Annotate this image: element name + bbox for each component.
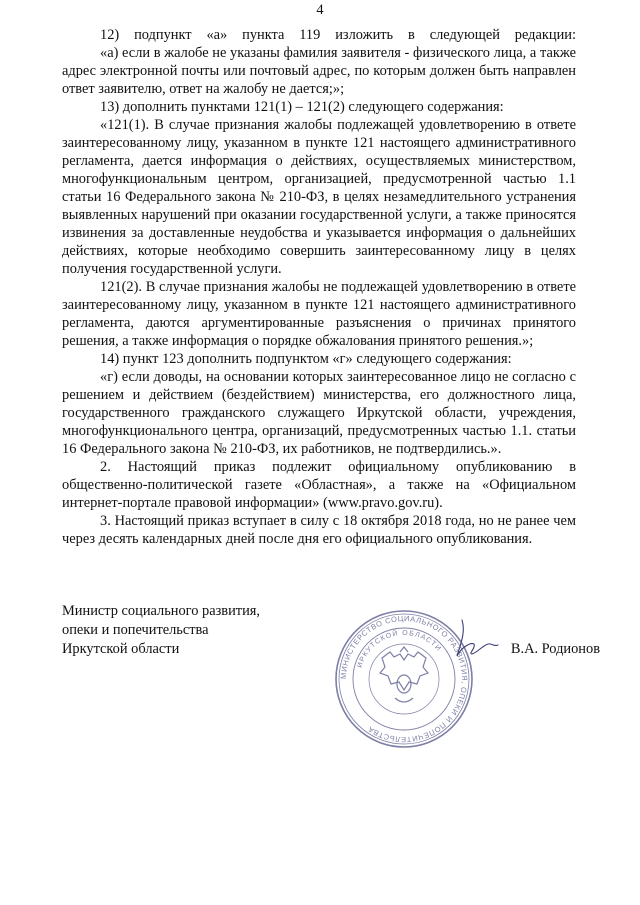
paragraph-12: 12) подпункт «а» пункта 119 изложить в следующей редакции: bbox=[100, 27, 576, 43]
page-number: 4 bbox=[316, 2, 324, 18]
seal-outer-text: МИНИСТЕРСТВО СОЦИАЛЬНОГО РАЗВИТИЯ, ОПЕКИ И ПОПЕЧИТЕЛЬСТВА bbox=[338, 613, 470, 745]
signatory-name: В.А. Родионов bbox=[510, 641, 600, 657]
document-body bbox=[62, 26, 576, 548]
paragraph-3-effective-date: 3. Настоящий приказ вступает в силу с 18 октября 2018 года, но не ранее чем через десять календарных дней после дня его официального опубликования. bbox=[62, 513, 576, 547]
paragraph-14: 14) пункт 123 дополнить подпунктом «г» следующего содержания: bbox=[100, 351, 512, 367]
handwritten-signature bbox=[448, 618, 506, 660]
signatory-title-line: Иркутской области bbox=[62, 641, 180, 657]
paragraph-14-text: «г) если доводы, на основании которых заинтересованное лицо не согласно с решением и действием (бездействием) министерства, его должностного лица, государственного гражданского служащего Иркутской области, учреждения, многофункционального центра, организаций, предусмотренных частью 1.1. статьи 16 Федерального закона № 210-ФЗ, их работников, не подтвердились.». bbox=[62, 369, 576, 457]
seal-inner-text: ИРКУТСКОЙ ОБЛАСТИ bbox=[356, 629, 443, 669]
paragraph-121-1: «121(1). В случае признания жалобы подлежащей удовлетворению в ответе заинтересованному лицу, указанном в пункте 121 настоящего административного регламента, дается информация о действиях, осуществляемых министерством, многофункциональным центром, организацией, предусмотренной частью 1.1 статьи 16 Федерального закона № 210-ФЗ, в целях незамедлительного устранения выявленных нарушений при оказании государственной услуги, а также приносятся извинения за доставленные неудобства и указывается информация о дальнейших действиях, которые необходимо совершить заинтересованному лицу в целях получения государственной услуги. bbox=[62, 117, 576, 277]
paragraph-2-publication: 2. Настоящий приказ подлежит официальному опубликованию в общественно-политической газете «Областная», а также на «Официальном интернет-портале правовой информации» (www.pravo.gov.ru). bbox=[62, 459, 576, 511]
paragraph-12-text: «а) если в жалобе не указаны фамилия заявителя - физического лица, а также адрес электронной почты или почтовый адрес, по которым должен быть направлен ответ заявителю, ответ на жалобу не дается;»; bbox=[62, 45, 576, 97]
paragraph-121-2: 121(2). В случае признания жалобы не подлежащей удовлетворению в ответе заинтересованному лицу, указанном в пункте 121 настоящего административного регламента, даются аргументированные разъяснения о причинах принятого решения, а также информация о порядке обжалования принятого решения.»; bbox=[62, 279, 576, 349]
signatory-title-line: Министр социального развития, bbox=[62, 603, 260, 619]
signatory-title bbox=[62, 602, 260, 659]
paragraph-13: 13) дополнить пунктами 121(1) – 121(2) следующего содержания: bbox=[100, 99, 504, 115]
double-headed-eagle-icon bbox=[380, 647, 428, 702]
signatory-title-line: опеки и попечительства bbox=[62, 622, 209, 638]
